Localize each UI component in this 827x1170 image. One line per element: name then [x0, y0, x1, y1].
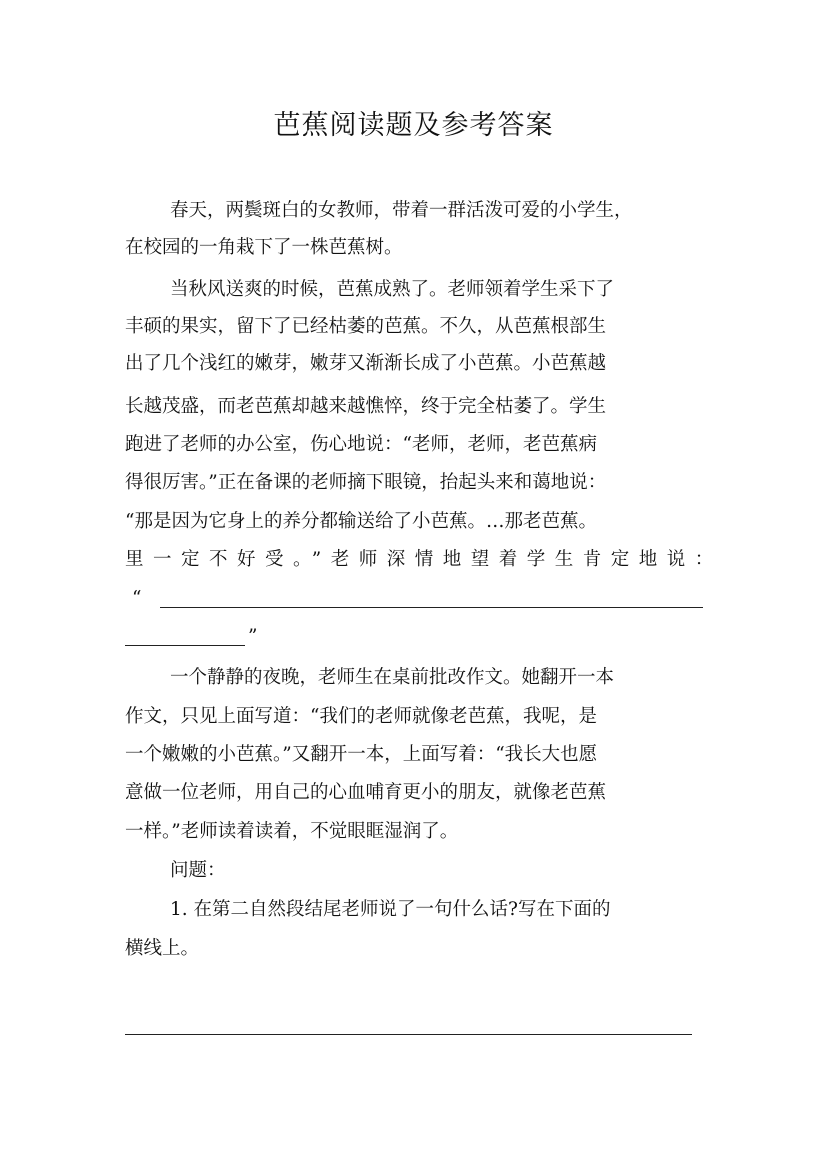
paragraph-2-line-2: 丰硕的果实，留下了已经枯萎的芭蕉。不久，从芭蕉根部生 — [125, 316, 607, 337]
blank-close-quote: ” — [248, 626, 258, 647]
blank-open-quote: “ — [132, 588, 142, 609]
paragraph-2-line-7: “那是因为它身上的养分都输送给了小芭蕉。…那老芭蕉。 — [125, 511, 597, 532]
paragraph-2-line-4: 长越茂盛，而老芭蕉却越来越憔悴，终于完全枯萎了。学生 — [125, 396, 607, 417]
paragraph-2-line-1: 当秋风送爽的时候，芭蕉成熟了。老师领着学生采下了 — [170, 279, 615, 300]
paragraph-2-line-6: 得很厉害。”正在备课的老师摘下眼镜，抬起头来和蔼地说： — [125, 472, 607, 493]
answer-blank-line-1 — [160, 607, 703, 608]
page-title: 芭蕉阅读题及参考答案 — [273, 110, 554, 141]
answer-blank-line-2 — [125, 645, 245, 646]
paragraph-3-line-3: 一个嫩嫩的小芭蕉。”又翻开一本，上面写着：“我长大也愿 — [125, 744, 598, 765]
paragraph-1-line-2: 在校园的一角栽下了一株芭蕉树。 — [125, 237, 403, 258]
paragraph-3-line-1: 一个静静的夜晚，老师生在桌前批改作文。她翻开一本 — [170, 667, 615, 688]
question-1-line-1: 1. 在第二自然段结尾老师说了一句什么话?写在下面的 — [170, 899, 611, 920]
questions-heading: 问题： — [170, 860, 226, 881]
paragraph-2-line-5: 跑进了老师的办公室，伤心地说：“老师，老师，老芭蕉病 — [125, 434, 597, 455]
paragraph-3-line-5: 一样。”老师读着读着，不觉眼眶湿润了。 — [125, 821, 459, 842]
paragraph-3-line-2: 作文，只见上面写道：“我们的老师就像老芭蕉，我呢，是 — [125, 706, 597, 727]
question-1-line-2: 横线上。 — [125, 938, 200, 959]
paragraph-3-line-4: 意做一位老师，用自己的心血哺育更小的朋友，就像老芭蕉 — [125, 782, 607, 803]
paragraph-2-line-3: 出了几个浅红的嫩芽，嫩芽又渐渐长成了小芭蕉。小芭蕉越 — [125, 353, 607, 374]
question-1-answer-line — [125, 1034, 692, 1035]
paragraph-1-line-1: 春天，两鬓斑白的女教师，带着一群活泼可爱的小学生， — [170, 200, 633, 221]
paragraph-2-line-8: 里一定不好受。”老师深情地望着学生肯定地说： — [125, 549, 723, 570]
